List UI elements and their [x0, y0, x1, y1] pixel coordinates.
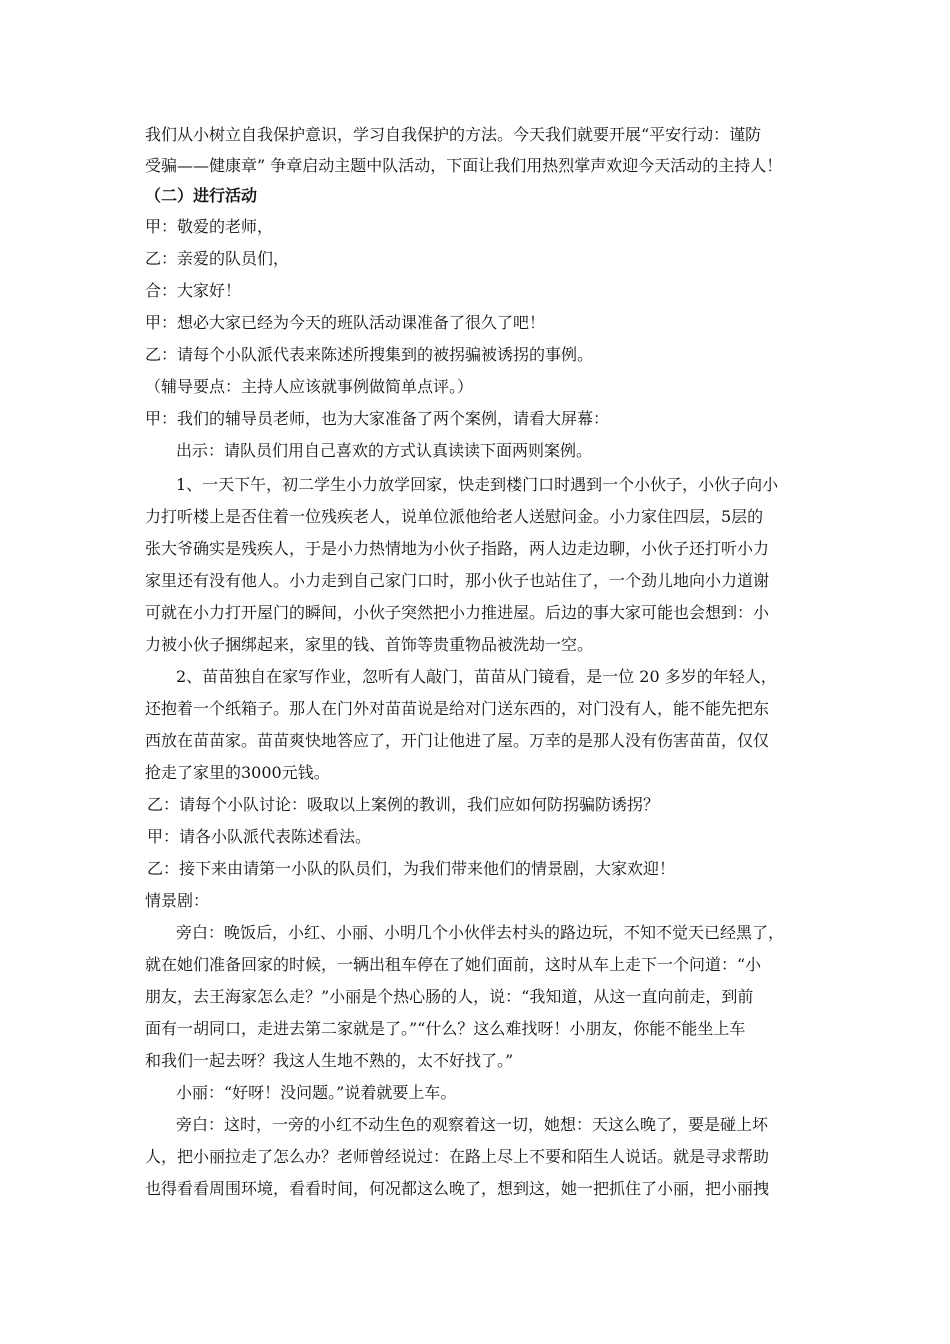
skit-line: 旁白：晚饭后，小红、小丽、小明几个小伙伴去村头的路边玩，不知不觉天已经黑了，	[176, 923, 785, 942]
dialogue-line: 甲：请各小队派代表陈述看法。	[147, 827, 372, 846]
skit-label: 情景剧：	[145, 891, 210, 910]
dialogue-line: 甲：敬爱的老师，	[145, 217, 274, 236]
case-2-line: 西放在苗苗家。苗苗爽快地答应了，开门让他进了屋。万幸的是那人没有伤害苗苗，仅仅	[145, 731, 770, 750]
paragraph-line: 出示：请队员们用自己喜欢的方式认真读读下面两则案例。	[176, 441, 593, 460]
skit-line: 也得看看周围环境，看看时间，何况都这么晚了，想到这，她一把抓住了小丽，把小丽拽	[145, 1179, 770, 1198]
case-1-line: 可就在小力打开屋门的瞬间，小伙子突然把小力推进屋。后边的事大家可能也会想到：小	[145, 603, 770, 622]
skit-line: 面有一胡同口，走进去第二家就是了。”“什么？这么难找呀！小朋友，你能不能坐上车	[145, 1019, 746, 1038]
case-1-line: 张大爷确实是残疾人，于是小力热情地为小伙子指路，两人边走边聊，小伙子还打听小力	[145, 539, 770, 558]
dialogue-line: 甲：我们的辅导员老师，也为大家准备了两个案例，请看大屏幕：	[145, 409, 610, 428]
dialogue-line: 乙：请每个小队派代表来陈述所搜集到的被拐骗被诱拐的事例。	[145, 345, 594, 364]
case-2-line: 抢走了家里的3000元钱。	[145, 763, 330, 782]
case-1-line: 力被小伙子捆绑起来，家里的钱、首饰等贵重物品被洗劫一空。	[145, 635, 594, 654]
case-2-line: 还抱着一个纸箱子。那人在门外对苗苗说是给对门送东西的，对门没有人，能不能先把东	[145, 699, 770, 718]
section-heading: （二）进行活动	[145, 186, 258, 205]
paragraph-line: 受骗——健康章” 争章启动主题中队活动，下面让我们用热烈掌声欢迎今天活动的主持人！	[145, 156, 783, 175]
dialogue-line: 合：大家好！	[145, 281, 242, 300]
dialogue-line: 乙：请每个小队讨论：吸取以上案例的教训，我们应如何防拐骗防诱拐？	[147, 795, 660, 814]
paragraph-line: 我们从小树立自我保护意识，学习自我保护的方法。今天我们就要开展“平安行动：谨防	[145, 125, 762, 144]
skit-line: 和我们一起去呀？我这人生地不熟的，太不好找了。”	[145, 1051, 514, 1070]
case-1-line: 1、一天下午，初二学生小力放学回家，快走到楼门口时遇到一个小伙子，小伙子向小	[176, 475, 779, 494]
dialogue-line: 乙：亲爱的队员们，	[145, 249, 290, 268]
case-1-line: 家里还有没有他人。小力走到自己家门口时，那小伙子也站住了，一个劲儿地向小力道谢	[145, 571, 770, 590]
case-1-line: 力打听楼上是否住着一位残疾老人，说单位派他给老人送慰问金。小力家住四层，5层的	[145, 507, 764, 526]
skit-line: 朋友，去王海家怎么走？”小丽是个热心肠的人，说：“我知道，从这一直向前走，到前	[145, 987, 754, 1006]
note-line: （辅导要点：主持人应该就事例做简单点评。）	[145, 377, 474, 396]
skit-line: 小丽：“好呀！没问题。”说着就要上车。	[176, 1083, 457, 1102]
skit-line: 就在她们准备回家的时候，一辆出租车停在了她们面前，这时从车上走下一个问道：“小	[145, 955, 762, 974]
dialogue-line: 乙：接下来由请第一小队的队员们，为我们带来他们的情景剧，大家欢迎！	[147, 859, 676, 878]
dialogue-line: 甲：想必大家已经为今天的班队活动课准备了很久了吧！	[145, 313, 546, 332]
skit-line: 人，把小丽拉走了怎么办？老师曾经说过：在路上尽上不要和陌生人说话。就是寻求帮助	[145, 1147, 770, 1166]
case-2-line: 2、苗苗独自在家写作业，忽听有人敲门，苗苗从门镜看，是一位 20 多岁的年轻人，	[176, 667, 777, 686]
skit-line: 旁白：这时，一旁的小红不动生色的观察着这一切，她想：天这么晚了，要是碰上坏	[176, 1115, 769, 1134]
